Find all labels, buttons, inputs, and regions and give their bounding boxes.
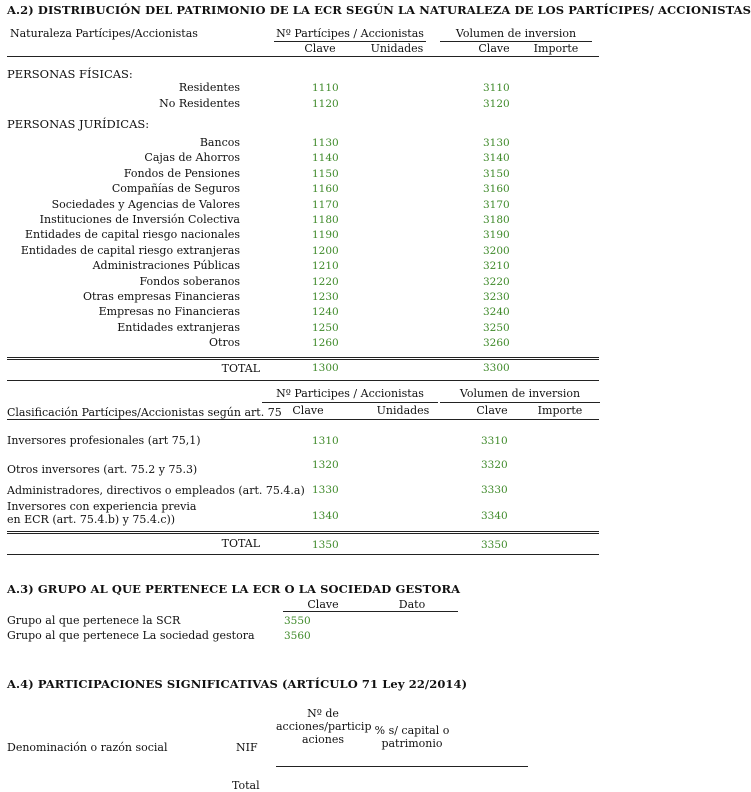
sub-clave: Clave xyxy=(478,42,510,55)
section-a2-title: A.2) DISTRIBUCIÓN DEL PATRIMONIO DE LA ECR SEGÚN LA NATURALEZA DE LOS PARTÍCIPES/ ACCIONISTAS xyxy=(7,3,751,17)
sub-clave: Clave xyxy=(476,404,508,417)
naturaleza-row-clave-participes: 1150 xyxy=(312,167,339,180)
clas-row-clave-participes: 1330 xyxy=(312,484,339,496)
sub-clave: Clave xyxy=(292,404,324,417)
naturaleza-row-clave-participes: 1160 xyxy=(312,183,339,196)
total-label: TOTAL xyxy=(221,537,260,550)
sub-clave: Clave xyxy=(304,42,336,55)
total-label: TOTAL xyxy=(221,362,260,375)
clas-row-label: Inversores profesionales (art 75,1) xyxy=(7,434,201,447)
naturaleza-row-clave-participes: 1260 xyxy=(312,337,339,350)
clas-row-label: Inversores con experiencia previa en ECR (art. 75.4.b) y 75.4.c)) xyxy=(7,500,197,526)
naturaleza-row-label: Entidades extranjeras xyxy=(117,320,240,334)
naturaleza-row-clave-volumen: 3200 xyxy=(483,244,510,257)
naturaleza-row-clave-participes: 1200 xyxy=(312,244,339,257)
rule xyxy=(262,402,438,403)
sub-importe: Importe xyxy=(537,404,583,417)
naturaleza-row-clave-volumen: 3170 xyxy=(483,198,510,211)
grupo-row-label: Grupo al que pertenece la SCR xyxy=(7,614,181,627)
col-porcentaje: % s/ capital o patrimonio xyxy=(374,724,450,750)
rule xyxy=(283,611,458,612)
naturaleza-row-label: No Residentes xyxy=(159,96,240,110)
clas-row-clave-participes: 1320 xyxy=(312,459,339,471)
naturaleza-row-clave-volumen: 3120 xyxy=(483,97,510,110)
col-volumen: Volumen de inversion xyxy=(459,387,581,400)
naturaleza-row-label: Instituciones de Inversión Colectiva xyxy=(39,213,240,226)
naturaleza-row-clave-participes: 1250 xyxy=(312,321,339,334)
naturaleza-row-clave-volumen: 3160 xyxy=(483,183,510,196)
sub-unidades: Unidades xyxy=(370,42,424,55)
col-volumen: Volumen de inversion xyxy=(455,27,577,40)
naturaleza-row-clave-volumen: 3210 xyxy=(483,260,510,273)
total-clave-volumen: 3300 xyxy=(483,362,510,374)
naturaleza-row-label: Empresas no Financieras xyxy=(98,305,240,319)
naturaleza-row-label: Compañías de Seguros xyxy=(111,182,240,196)
naturaleza-row-label: Otras empresas Financieras xyxy=(82,290,240,303)
naturaleza-row-clave-volumen: 3190 xyxy=(483,229,510,242)
clasificacion-label: Clasificación Partícipes/Accionistas según art. 75 xyxy=(7,406,282,419)
grupo-row-label: Grupo al que pertenece La sociedad gestora xyxy=(7,629,255,642)
naturaleza-row-label: Sociedades y Agencias de Valores xyxy=(51,197,240,211)
naturaleza-row-clave-volumen: 3250 xyxy=(483,321,510,334)
naturaleza-row-clave-participes: 1230 xyxy=(312,291,339,303)
naturaleza-row-clave-volumen: 3180 xyxy=(483,214,510,226)
clas-row-label: Otros inversores (art. 75.2 y 75.3) xyxy=(7,463,198,476)
section-a4-title: A.4) PARTICIPACIONES SIGNIFICATIVAS (ARTÍCULO 71 Ley 22/2014) xyxy=(7,677,468,691)
double-rule xyxy=(7,357,599,360)
total-clave-volumen: 3350 xyxy=(481,539,508,551)
naturaleza-row-clave-participes: 1120 xyxy=(312,97,339,110)
clas-row-clave-volumen: 3340 xyxy=(481,510,508,522)
sub-importe: Importe xyxy=(533,42,579,55)
col-dato: Dato xyxy=(398,598,426,611)
naturaleza-row-clave-volumen: 3240 xyxy=(483,306,510,319)
personas-juridicas-heading: PERSONAS JURÍDICAS: xyxy=(7,117,150,131)
clas-row-clave-volumen: 3330 xyxy=(481,484,508,496)
rule xyxy=(440,402,600,403)
naturaleza-row-clave-participes: 1240 xyxy=(312,306,339,319)
total-clave-participes: 1350 xyxy=(312,539,339,551)
naturaleza-row-clave-volumen: 3220 xyxy=(483,275,510,288)
rule xyxy=(7,554,599,555)
rule xyxy=(7,56,599,57)
naturaleza-row-clave-participes: 1180 xyxy=(312,214,339,226)
grupo-row-clave: 3560 xyxy=(284,630,311,642)
naturaleza-row-label: Bancos xyxy=(199,136,240,149)
naturaleza-row-clave-volumen: 3140 xyxy=(483,152,510,165)
rule xyxy=(7,380,599,381)
col-nif: NIF xyxy=(236,741,258,754)
naturaleza-row-clave-volumen: 3130 xyxy=(483,137,510,149)
col-acciones: Nº de acciones/particip aciones xyxy=(276,707,372,746)
clas-row-clave-participes: 1340 xyxy=(312,510,339,522)
naturaleza-row-clave-participes: 1140 xyxy=(312,152,339,165)
col-num-participes: Nº Participes / Accionistas xyxy=(276,387,424,400)
naturaleza-row-label: Fondos soberanos xyxy=(139,274,240,288)
naturaleza-row-clave-participes: 1210 xyxy=(312,260,339,273)
sub-unidades: Unidades xyxy=(376,404,430,417)
naturaleza-row-clave-volumen: 3230 xyxy=(483,291,510,303)
total-clave-participes: 1300 xyxy=(312,362,339,374)
naturaleza-row-label: Entidades de capital riesgo nacionales xyxy=(24,228,240,242)
naturaleza-row-clave-participes: 1170 xyxy=(312,198,339,211)
col-num-participes: Nº Partícipes / Accionistas xyxy=(276,27,424,40)
clas-row-clave-participes: 1310 xyxy=(312,435,339,447)
clas-row-clave-volumen: 3310 xyxy=(481,435,508,447)
naturaleza-row-clave-volumen: 3150 xyxy=(483,167,510,180)
naturaleza-row-clave-participes: 1220 xyxy=(312,275,339,288)
clas-row-label: Administradores, directivos o empleados (art. 75.4.a) xyxy=(7,484,305,497)
naturaleza-row-label: Entidades de capital riesgo extranjeras xyxy=(20,243,240,257)
naturaleza-row-clave-volumen: 3260 xyxy=(483,337,510,350)
rule xyxy=(276,766,528,767)
naturaleza-row-label: Administraciones Públicas xyxy=(92,259,240,273)
section-a3-title: A.3) GRUPO AL QUE PERTENECE LA ECR O LA SOCIEDAD GESTORA xyxy=(7,582,461,596)
naturaleza-row-clave-volumen: 3110 xyxy=(483,82,510,94)
col-clave: Clave xyxy=(307,598,339,611)
naturaleza-row-clave-participes: 1130 xyxy=(312,137,339,149)
col-naturaleza: Naturaleza Partícipes/Accionistas xyxy=(10,27,198,40)
naturaleza-row-label: Otros xyxy=(209,336,240,350)
a4-total-label: Total xyxy=(232,779,260,792)
naturaleza-row-clave-participes: 1190 xyxy=(312,229,339,242)
clas-row-clave-volumen: 3320 xyxy=(481,459,508,471)
naturaleza-row-label: Fondos de Pensiones xyxy=(123,166,240,180)
col-denominacion: Denominación o razón social xyxy=(7,741,168,754)
naturaleza-row-label: Residentes xyxy=(178,81,240,94)
rule xyxy=(7,419,599,420)
personas-fisicas-heading: PERSONAS FÍSICAS: xyxy=(7,67,133,81)
naturaleza-row-clave-participes: 1110 xyxy=(312,82,339,94)
naturaleza-row-label: Cajas de Ahorros xyxy=(144,151,240,165)
double-rule xyxy=(7,531,599,534)
grupo-row-clave: 3550 xyxy=(284,615,311,627)
